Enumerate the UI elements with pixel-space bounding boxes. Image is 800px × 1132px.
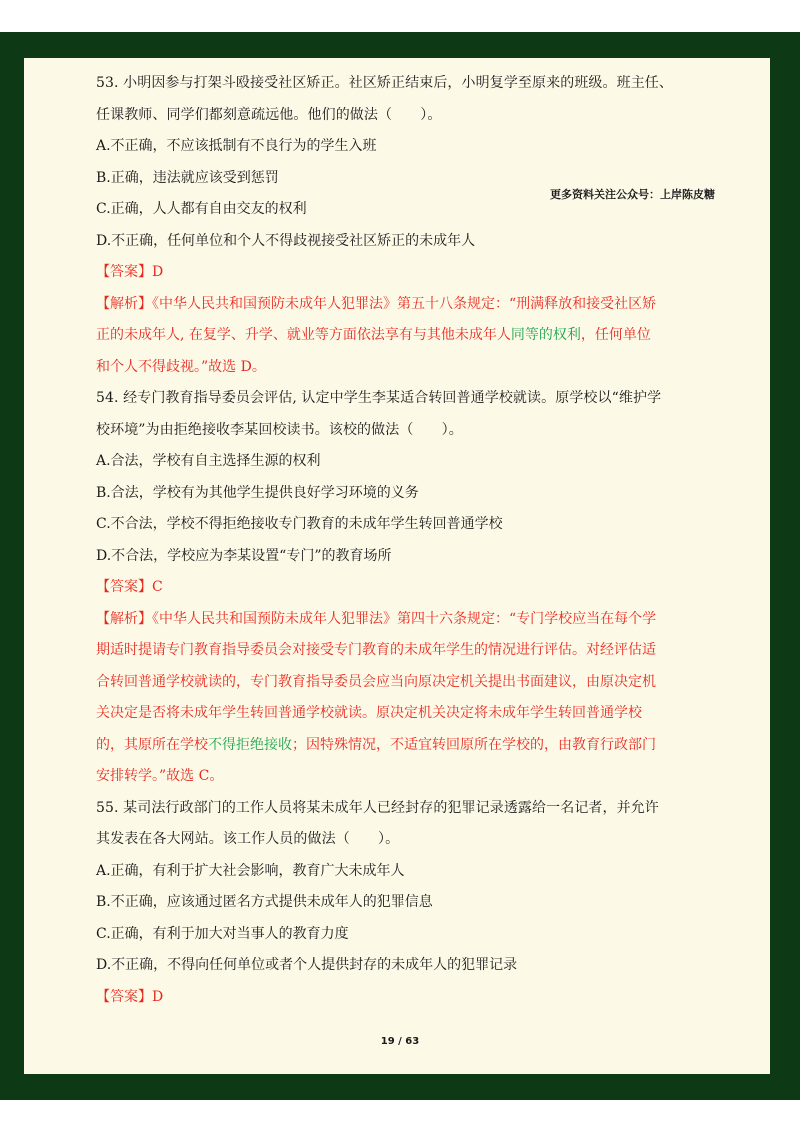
q53-explanation-line2 — [96, 320, 668, 352]
q53-option-a: A.不正确，不应该抵制有不良行为的学生入班 — [96, 138, 377, 154]
q53-exp2-part3: ，任何单位 — [580, 327, 651, 343]
q53-exp2-part1: 正的未成年人, 在复学、升学、就业等方面依法享有与其他未成年人 — [96, 327, 511, 343]
q55-option-a: A.正确，有利于扩大社会影响，教育广大未成年人 — [96, 862, 405, 879]
q55-option-b: B.不正确，应该通过匿名方式提供未成年人的犯罪信息 — [96, 894, 433, 910]
q54-option-d: D.不合法，学校应为李某设置“专门”的教育场所 — [96, 547, 392, 564]
q53-highlight-equal-rights: 同等的权利 — [510, 327, 581, 343]
q54-explanation-line5 — [96, 730, 668, 762]
q55-answer: 【答案】D — [96, 988, 164, 1005]
q54-explanation-line4: 关决定是否将未成年学生转回普通学校就读。原决定机关决定将未成年学生转回普通学校 — [96, 705, 642, 721]
wechat-promo-note: 更多资料关注公众号：上岸陈皮糖 — [550, 188, 715, 201]
q55-stem-line2: 其发表在各大网站。该工作人员的做法（ ）。 — [96, 831, 400, 847]
page-number: 19 / 63 — [380, 1036, 420, 1047]
q55-option-c: C.正确，有利于加大对当事人的教育力度 — [96, 925, 349, 942]
q54-highlight-no-refusal: 不得拒绝接收 — [208, 736, 292, 753]
q54-option-a: A.合法，学校有自主选择生源的权利 — [96, 453, 321, 469]
q54-option-b: B.合法，学校有为其他学生提供良好学习环境的义务 — [96, 484, 419, 501]
q53-explanation-line1: 【解析】《中华人民共和国预防未成年人犯罪法》第五十八条规定：“刑满释放和接受社区矫 — [96, 295, 657, 312]
q53-option-d: D.不正确，任何单位和个人不得歧视接受社区矫正的未成年人 — [96, 232, 476, 249]
q53-answer: 【答案】D — [96, 264, 164, 280]
q53-option-b: B.正确，违法就应该受到惩罚 — [96, 169, 279, 186]
q54-stem-line1: 54. 经专门教育指导委员会评估, 认定中学生李某适合转回普通学校就读。原学校以“维护学 — [96, 390, 662, 406]
q54-explanation-line6: 安排转学。”故选 C。 — [96, 768, 224, 784]
q53-stem-line1: 53. 小明因参与打架斗殴接受社区矫正。社区矫正结束后，小明复学至原来的班级。班主任、 — [96, 75, 674, 91]
q54-answer: 【答案】C — [96, 579, 163, 595]
q54-explanation-line3: 合转回普通学校就读的，专门教育指导委员会应当向原决定机关提出书面建议，由原决定机 — [96, 673, 656, 690]
q55-stem-line1: 55. 某司法行政部门的工作人员将某未成年人已经封存的犯罪记录透露给一名记者，并允许 — [96, 799, 659, 816]
q54-explanation-line1: 【解析】《中华人民共和国预防未成年人犯罪法》第四十六条规定：“专门学校应当在每个学 — [96, 610, 657, 627]
q53-stem-line2: 任课教师、同学们都刻意疏远他。他们的做法（ ）。 — [96, 106, 442, 123]
q54-option-c: C.不合法，学校不得拒绝接收专门教育的未成年学生转回普通学校 — [96, 516, 503, 532]
q54-explanation-line2: 期适时提请专门教育指导委员会对接受专门教育的未成年学生的情况进行评估。对经评估适 — [96, 642, 656, 658]
q53-explanation-line3: 和个人不得歧视。”故选 D。 — [96, 358, 266, 375]
q55-option-d: D.不正确，不得向任何单位或者个人提供封存的未成年人的犯罪记录 — [96, 957, 518, 973]
q54-exp5-part3: ；因特殊情况，不适宜转回原所在学校的，由教育行政部门 — [292, 736, 656, 753]
q54-stem-line2: 校环境”为由拒绝接收李某回校读书。该校的做法（ ）。 — [96, 421, 463, 438]
q54-exp5-part1: 的，其原所在学校 — [96, 736, 208, 753]
document-content — [96, 68, 674, 1013]
q53-option-c: C.正确，人人都有自由交友的权利 — [96, 201, 307, 217]
